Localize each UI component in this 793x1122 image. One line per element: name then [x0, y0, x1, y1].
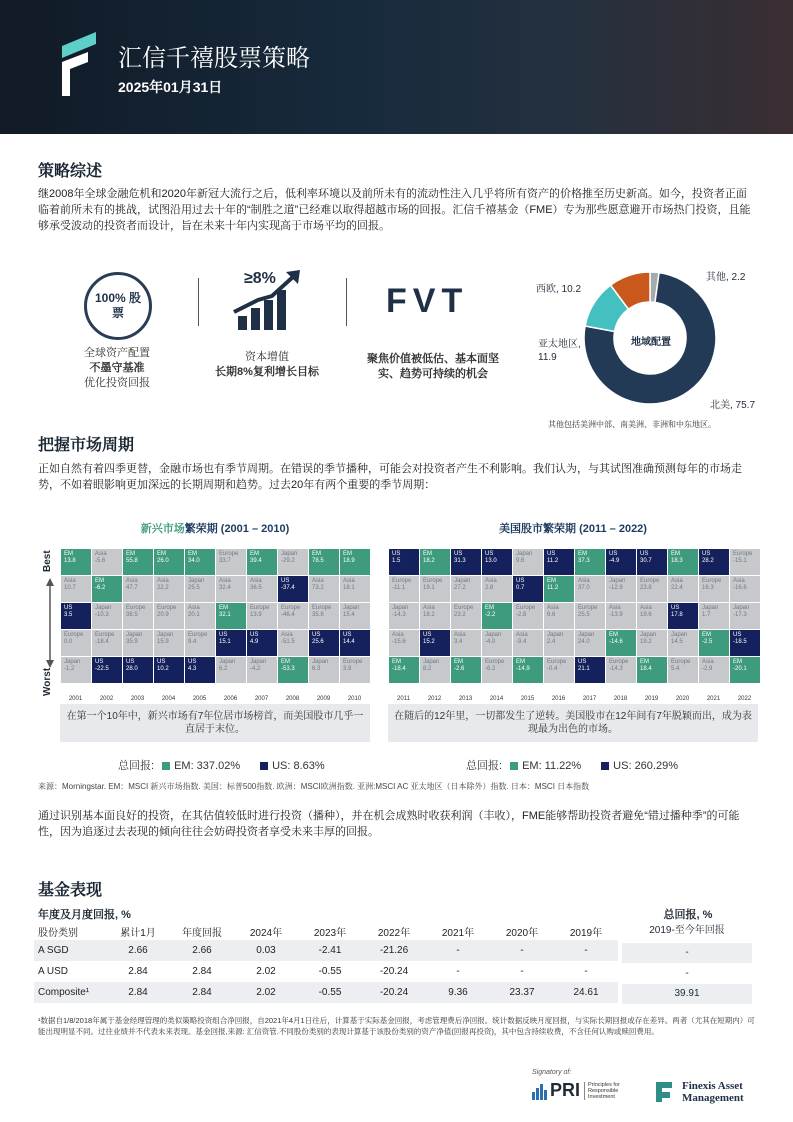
return-cell: 23.37	[490, 982, 554, 1003]
performance-table	[34, 922, 618, 1003]
return-cell: 2.02	[256, 966, 276, 977]
strategy-heading: 策略综述	[38, 163, 103, 180]
quilt-cell-japan: Japan 8.2	[420, 657, 451, 684]
quilt-cell-europe: Europe -15.1	[730, 549, 761, 576]
quilt-cell-em: EM -2.2	[482, 603, 513, 630]
return-cell: 2.84	[106, 982, 170, 1003]
return-cell: 2.84	[170, 982, 234, 1003]
column-header: 股份类别	[38, 927, 78, 939]
quilt-cell-europe: Europe -6.2	[482, 657, 513, 684]
quilt-cell-japan: Japan 19.2	[637, 630, 668, 657]
page-title: 汇信千禧股票策略	[118, 45, 310, 72]
strategy-paragraph: 继2008年全球金融危机和2020年新冠大流行之后，低利率环境以及前所未有的流动性注入几乎将所有资产的价格推至历史新高。如今，投资者正面临着前所未有的挑战，试图沿用过去十年的“制胜之道”已经难以取得超越市场的回报。汇信千禧基金（FME）专为那些愿意避开市场热门投资，且能够承受波动的投资者而设计，旨在未来十年内实现高于市场平均的回报。	[38, 188, 751, 232]
quilt-cell-asia: Asia 6.6	[544, 603, 575, 630]
quilt-cell-japan: Japan 35.9	[123, 630, 154, 657]
quilt-cell-em: EM 26.0	[154, 549, 185, 576]
quilt-cell-asia: Asia 22.4	[668, 576, 699, 603]
quilt-cell-asia: Asia 73.2	[309, 576, 340, 603]
quilt-cell-us: US 17.8	[668, 603, 699, 630]
quilt-cell-us: US 0.7	[513, 576, 544, 603]
return-cell: -	[554, 940, 618, 961]
quilt-cell-asia: Asia 20.1	[185, 603, 216, 630]
return-cell: 9.36	[426, 982, 490, 1003]
quilt-cell-em: EM -2.6	[451, 657, 482, 684]
global-allocation-caption	[52, 346, 182, 391]
quilt-cell-us: US -22.5	[92, 657, 123, 684]
year-label: 2007	[254, 696, 269, 702]
quilt-cell-japan: Japan 2.4	[544, 630, 575, 657]
quilt-cell-us: US 21.1	[575, 657, 606, 684]
quilt-cell-europe: Europe 20.9	[154, 603, 185, 630]
donut-label-europe: 西欧, 10.2	[536, 284, 582, 295]
finexis-brand	[682, 1080, 744, 1104]
quilt-cell-em: EM 11.2	[544, 576, 575, 603]
quilt-cell-us: US 4.3	[185, 657, 216, 684]
return-cell: -20.24	[362, 982, 426, 1003]
quilt-cell-us: US 14.4	[340, 630, 371, 657]
equity-circle-icon	[84, 272, 152, 340]
annual-returns-subheading: 年度及月度回报, %	[38, 909, 131, 921]
axis-best-label: Best	[42, 550, 53, 572]
share-class-label: A USD	[38, 966, 69, 977]
year-label: 2011	[397, 696, 410, 702]
axis-worst-label: Worst	[42, 667, 53, 696]
quilt-cell-asia: Asia 3.4	[451, 630, 482, 657]
year-label: 2015	[520, 696, 535, 702]
return-cell: 24.61	[554, 982, 618, 1003]
donut-note: 其他包括美洲中部、南美洲、非洲和中东地区。	[548, 420, 716, 429]
year-label: 2022	[737, 696, 752, 702]
grid1-title	[60, 520, 370, 536]
quilt-cell-us: US 28.2	[699, 549, 730, 576]
return-cell: -	[490, 940, 554, 961]
return-cell: 2.02	[234, 982, 298, 1003]
year-label: 2008	[285, 696, 300, 702]
quilt-cell-europe: Europe 33.7	[216, 549, 247, 576]
report-date: 2025年01月31日	[118, 79, 223, 95]
quilt-cell-europe: Europe -18.4	[92, 630, 123, 657]
year-label: 2010	[347, 696, 362, 702]
return-cell: 2.84	[128, 966, 148, 977]
return-cell: -21.26	[362, 940, 426, 961]
year-label: 2005	[192, 696, 207, 702]
quilt-cell-us: US 31.3	[451, 549, 482, 576]
donut-label-asia: 亚太地区, 11.9	[538, 339, 581, 363]
quilt-cell-em: EM 55.8	[123, 549, 154, 576]
pri-caption: Principles for Responsible Investment	[584, 1082, 630, 1100]
year-label: 2016	[551, 696, 566, 702]
total-returns-subheading: 总回报, %	[663, 909, 713, 921]
quilt-cell-europe: Europe -14.3	[606, 657, 637, 684]
return-cell: -	[426, 940, 490, 961]
return-cell: 2.66	[106, 940, 170, 961]
total-cell: -	[685, 968, 689, 979]
capital-growth-caption	[202, 350, 332, 380]
quilt-cell-japan: Japan 15.9	[154, 630, 185, 657]
us-total: US: 260.29%	[613, 760, 678, 772]
grid2-title: 美国股市繁荣期 (2011 – 2022)	[499, 523, 647, 535]
year-label: 2017	[582, 696, 597, 702]
caption-line-2: 长期8%复利增长目标	[215, 366, 319, 378]
quilt-cell-asia: Asia -15.6	[389, 630, 420, 657]
growth-target-text: ≥8%	[244, 270, 276, 287]
year-label: 2006	[223, 696, 238, 702]
year-label: 2013	[458, 696, 473, 702]
quilt-cell-europe: Europe 19.1	[420, 576, 451, 603]
donut-label-other: 其他, 2.2	[706, 272, 746, 283]
cycle-heading: 把握市场周期	[38, 437, 135, 454]
quilt-cell-europe: Europe -0.4	[544, 657, 575, 684]
quilt-cell-europe: Europe 5.4	[668, 657, 699, 684]
quilt-cell-us: US 11.2	[544, 549, 575, 576]
quilt-cell-japan: Japan -4.2	[247, 657, 278, 684]
quilt-cell-us: US 1.5	[389, 549, 420, 576]
quilt-cell-europe: Europe 38.5	[123, 603, 154, 630]
return-cell: 0.03	[234, 940, 298, 961]
quilt-cell-europe: Europe 9.4	[185, 630, 216, 657]
quilt-cell-japan: Japan 27.2	[451, 576, 482, 603]
circle-text: 100% 股票	[94, 291, 142, 320]
total-cell: 39.91	[622, 984, 752, 1004]
year-label: 2012	[427, 696, 442, 702]
quilt-cell-em: EM -6.2	[92, 576, 123, 603]
brand-line-2: Management	[682, 1092, 744, 1104]
year-label: 2020	[675, 696, 690, 702]
grid2-total-returns	[466, 757, 678, 773]
quilt-cell-asia: Asia 10.7	[61, 576, 92, 603]
quilt-cell-asia: Asia 18.1	[340, 576, 371, 603]
quilt-cell-japan: Japan -10.3	[92, 603, 123, 630]
pri-text: PRI	[550, 1080, 581, 1100]
quilt-cell-us: US 15.1	[216, 630, 247, 657]
em-legend-swatch	[510, 762, 518, 770]
quilt-cell-em: EM 13.8	[61, 549, 92, 576]
quilt-cell-us: US 3.5	[61, 603, 92, 630]
quilt-cell-asia: Asia 22.2	[154, 576, 185, 603]
divider	[346, 278, 347, 326]
year-label: 2009	[316, 696, 331, 702]
donut-center-label: 地域配置	[631, 337, 671, 348]
quilt-cell-em: EM 32.1	[216, 603, 247, 630]
quilt-cell-asia: Asia -51.5	[278, 630, 309, 657]
quilt-cell-asia: Asia 37.0	[575, 576, 606, 603]
quilt-cell-em: EM 18.3	[668, 549, 699, 576]
company-logo-icon	[58, 32, 102, 98]
grid1-total-returns	[118, 757, 325, 773]
us-total: US: 8.63%	[272, 760, 325, 772]
quilt-cell-japan: Japan -1.2	[61, 657, 92, 684]
quilt-cell-europe: Europe -46.4	[278, 603, 309, 630]
quilt-cell-japan: Japan 25.5	[185, 576, 216, 603]
quilt-cell-em: EM -14.9	[513, 657, 544, 684]
em-legend-swatch	[162, 762, 170, 770]
us-legend-swatch	[260, 762, 268, 770]
caption-line-1: 全球资产配置	[84, 347, 150, 359]
column-header: 累计1月	[120, 927, 156, 939]
total-label: 总回报:	[118, 760, 155, 772]
quilt-cell-us: US 4.9	[247, 630, 278, 657]
quilt-cell-europe: Europe -2.8	[513, 603, 544, 630]
quilt-cell-em: EM -53.3	[278, 657, 309, 684]
quilt-cell-asia: Asia 2.8	[482, 576, 513, 603]
quilt-cell-japan: Japan 15.4	[340, 603, 371, 630]
divider	[198, 278, 199, 326]
fvt-logo-icon: FVT	[386, 282, 469, 320]
quilt-cell-europe: Europe 23.2	[451, 603, 482, 630]
return-cell: 2.66	[170, 940, 234, 961]
caption-line-3: 优化投资回报	[84, 377, 150, 389]
quilt-cell-asia: Asia -9.4	[513, 630, 544, 657]
quilt-cell-japan: Japan 9.6	[513, 549, 544, 576]
finexis-mark-icon	[652, 1078, 676, 1104]
quilt-cell-japan: Japan -29.2	[278, 549, 309, 576]
column-header: 2024年	[249, 927, 283, 939]
quilt-cell-japan: Japan 14.5	[668, 630, 699, 657]
pri-mark-icon	[532, 1082, 548, 1100]
quilt-cell-us: US 10.2	[154, 657, 185, 684]
quilt-cell-europe: Europe 3.9	[340, 657, 371, 684]
year-label: 2019	[644, 696, 659, 702]
share-class-label: A SGD	[34, 940, 106, 961]
column-header: 2019年	[569, 927, 603, 939]
conclusion-paragraph: 通过识别基本面良好的投资，在其估值较低时进行投资（播种），并在机会成熟时收获利润（丰收），FME能够帮助投资者避免“错过播种季”的可能性，因为追逐过去表现的倾向往往会妨碍投资者享受未来丰厚的回报。	[38, 810, 740, 838]
quilt-cell-japan: Japan -12.9	[606, 576, 637, 603]
quilt-cell-asia: Asia -2.9	[699, 657, 730, 684]
grid1-title-period: 繁荣期 (2001 – 2010)	[184, 523, 290, 535]
signatory-label: Signatory of:	[532, 1069, 572, 1076]
year-label: 2003	[130, 696, 145, 702]
quilt-cell-europe: Europe 23.8	[637, 576, 668, 603]
column-header: 2020年	[505, 927, 539, 939]
brand-line-1: Finexis Asset	[682, 1080, 743, 1092]
quilt-cell-europe: Europe 13.9	[247, 603, 278, 630]
pri-logo	[532, 1080, 630, 1101]
quilt-cell-us: US -18.5	[730, 630, 761, 657]
column-header: 年度回报	[182, 927, 222, 939]
quilt-cell-em: EM 78.5	[309, 549, 340, 576]
caption-line-2: 不墨守基准	[89, 362, 145, 374]
quilt-cell-europe: Europe 0.0	[61, 630, 92, 657]
quilt-cell-japan: Japan -17.3	[730, 603, 761, 630]
quilt-cell-us: US 30.7	[637, 549, 668, 576]
best-worst-axis	[42, 548, 58, 698]
quilt-cell-us: US 25.6	[309, 630, 340, 657]
quilt-cell-us: US 13.0	[482, 549, 513, 576]
up-down-arrow-icon	[44, 578, 56, 668]
performance-heading: 基金表现	[38, 882, 103, 899]
quilt-cell-japan: Japan 6.2	[216, 657, 247, 684]
quilt-cell-em: EM 18.4	[637, 657, 668, 684]
quilt-cell-em: EM -18.4	[389, 657, 420, 684]
total-label: 总回报:	[466, 760, 503, 772]
share-class-label: Composite¹	[34, 982, 106, 1003]
quilt-cell-us: US -4.9	[606, 549, 637, 576]
quilt-cell-asia: Asia 36.5	[247, 576, 278, 603]
column-header: 2021年	[441, 927, 475, 939]
grid2-quilt	[388, 548, 761, 705]
column-header: 2023年	[313, 927, 347, 939]
quilt-cell-japan: Japan 1.7	[699, 603, 730, 630]
quilt-cell-japan: Japan 24.0	[575, 630, 606, 657]
year-label: 2004	[161, 696, 176, 702]
quilt-cell-asia: Asia 47.7	[123, 576, 154, 603]
donut-label-north-america: 北美, 75.7	[710, 400, 756, 411]
quilt-cell-em: EM 34.0	[185, 549, 216, 576]
us-legend-swatch	[601, 762, 609, 770]
fvt-caption: 聚焦价值被低估、基本面坚实、趋势可持续的机会	[367, 353, 499, 380]
quilt-cell-japan: Japan -14.3	[389, 603, 420, 630]
quilt-cell-europe: Europe 25.5	[575, 603, 606, 630]
quilt-cell-asia: Asia 32.4	[216, 576, 247, 603]
grid1-note: 在第一个10年中，新兴市场有7年位居市场榜首，而美国股市几乎一直居于末位。	[60, 704, 370, 742]
quilt-cell-japan: Japan 6.3	[309, 657, 340, 684]
year-label: 2018	[613, 696, 628, 702]
quilt-cell-europe: Europe 16.3	[699, 576, 730, 603]
quilt-cell-em: EM 37.3	[575, 549, 606, 576]
quilt-cell-asia: Asia 19.6	[637, 603, 668, 630]
em-total: EM: 337.02%	[174, 760, 241, 772]
total-return-column	[622, 922, 752, 1004]
total-cell: -	[622, 943, 752, 963]
return-cell: -0.55	[298, 982, 362, 1003]
year-label: 2014	[489, 696, 504, 702]
grid1-title-em: 新兴市场	[140, 523, 185, 535]
quilt-cell-em: EM -14.6	[606, 630, 637, 657]
total-col-header: 2019-至今年回报	[649, 925, 725, 936]
source-note: 来源：Morningstar. EM：MSCI 新兴市场指数. 美国：标普500指数. 欧洲：MSCI欧洲指数. 亚洲:MSCI AC 亚太地区（日本除外）指数. 日本：MSCI 日本指数	[38, 782, 590, 791]
performance-footnote: ¹数据自1/8/2018年属于基金经理管理的类似策略投资组合净回报，自2021年4月1日往后，计算基于实际基金回报，考虑管理费后净回报。统计数据反映月度回报，与实际长期回报或存在差异。两者（尤其在短期内）可能出现明显不同。过往业绩并不代表未来表现。基金回报,来源: 汇信资管.不同股份类别的表现计算基于该股份类别的资产净值(回报再投资)，其中包含持续收费，不含任何认购或赎回费用。	[38, 1016, 755, 1036]
header-banner	[0, 0, 793, 134]
quilt-cell-em: EM 18.2	[420, 549, 451, 576]
grid2-note: 在随后的12年里，一切都发生了逆转。美国股市在12年间有7年脱颖而出，成为表现最为出色的市场。	[388, 704, 758, 742]
quilt-cell-em: EM 39.4	[247, 549, 278, 576]
quilt-cell-us: US 15.2	[420, 630, 451, 657]
return-cell: -0.55	[318, 966, 342, 977]
quilt-cell-em: EM -2.5	[699, 630, 730, 657]
quilt-cell-asia: Asia -5.6	[92, 549, 123, 576]
em-total: EM: 11.22%	[522, 760, 582, 772]
quilt-cell-asia: Asia 18.2	[420, 603, 451, 630]
quilt-cell-em: EM -20.1	[730, 657, 761, 684]
year-label: 2002	[99, 696, 114, 702]
quilt-cell-europe: Europe -11.1	[389, 576, 420, 603]
return-cell: -20.24	[379, 966, 409, 977]
quilt-cell-us: US 28.0	[123, 657, 154, 684]
return-cell: -2.41	[298, 940, 362, 961]
caption-line-1: 资本增值	[245, 351, 289, 363]
quilt-cell-us: US -37.4	[278, 576, 309, 603]
year-label: 2001	[68, 696, 83, 702]
quilt-cell-asia: Asia -13.9	[606, 603, 637, 630]
cycle-paragraph: 正如自然有着四季更替，金融市场也有季节周期。在错误的季节播种，可能会对投资者产生不利影响。我们认为，与其试图准确预测每年的市场走势，不如着眼影响更加深远的长期周期和趋势。过去20年有两个重要的季节周期：	[38, 463, 742, 491]
year-label: 2021	[706, 696, 721, 702]
return-cell: -	[584, 966, 588, 977]
quilt-cell-japan: Japan -4.0	[482, 630, 513, 657]
return-cell: 2.84	[192, 966, 212, 977]
return-cell: -	[456, 966, 460, 977]
quilt-cell-asia: Asia -16.6	[730, 576, 761, 603]
return-cell: -	[520, 966, 524, 977]
quilt-cell-em: EM 18.9	[340, 549, 371, 576]
column-header: 2022年	[377, 927, 411, 939]
grid1-quilt	[60, 548, 371, 705]
quilt-cell-europe: Europe 35.8	[309, 603, 340, 630]
